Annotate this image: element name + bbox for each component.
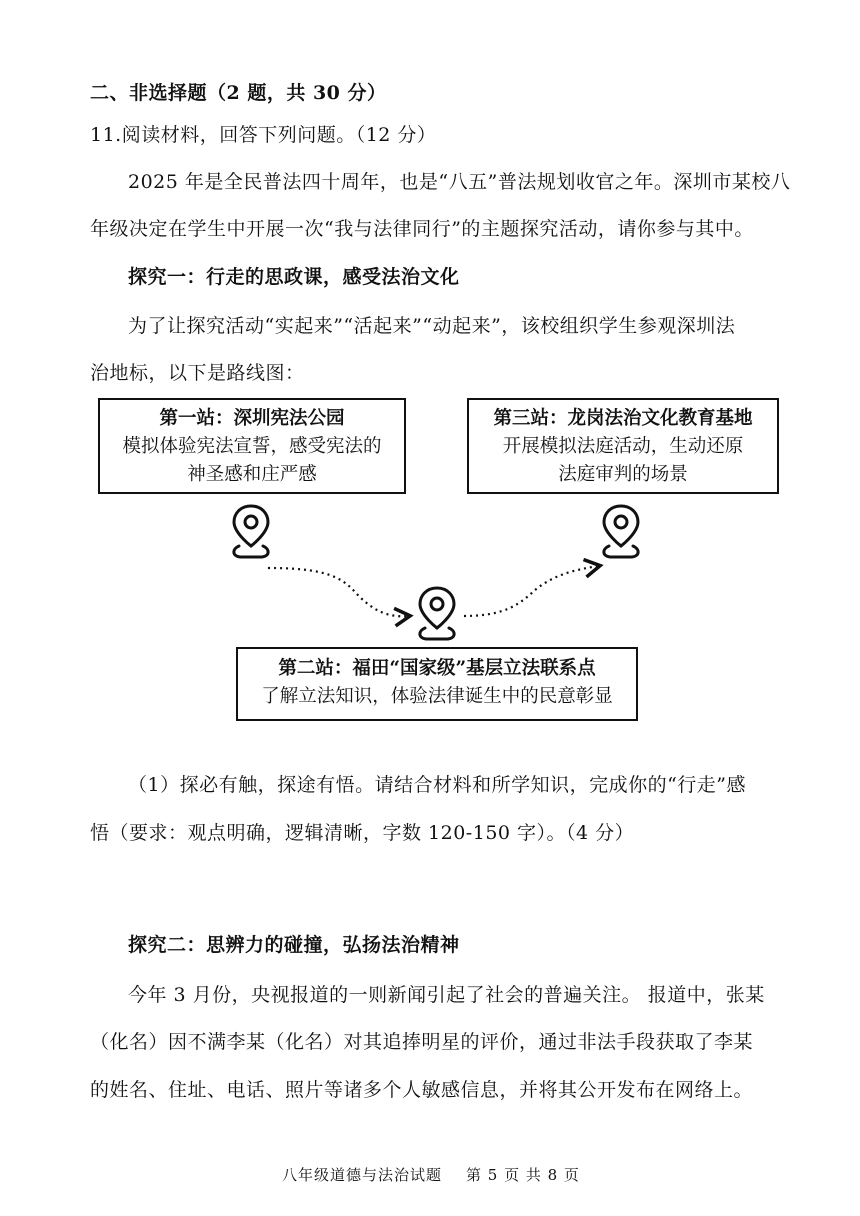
material-line-2: 年级决定在学生中开展一次“我与法律同行”的主题探究活动，请你参与其中。 xyxy=(90,218,754,240)
sub-question-line-1: （1）探必有触，探途有悟。请结合材料和所学知识，完成你的“行走”感 xyxy=(128,774,747,796)
material-line-1: 2025 年是全民普法四十周年，也是“八五”普法规划收官之年。深圳市某校八 xyxy=(128,171,791,193)
station-1-title: 第一站：深圳宪法公园 xyxy=(159,408,345,429)
explore2-text-1: 今年 3 月份，央视报道的一则新闻引起了社会的普遍关注。 报道中，张某 xyxy=(128,984,765,1006)
station-3-line-1: 开展模拟法庭活动，生动还原 xyxy=(502,436,744,457)
explore1-text-2: 治地标，以下是路线图： xyxy=(90,362,305,384)
question-stem: 11.阅读材料，回答下列问题。（12 分） xyxy=(90,124,437,146)
footer-subject: 八年级道德与法治试题 xyxy=(282,1166,443,1184)
route-arrow-2-to-3 xyxy=(464,566,598,616)
station-3-line-2: 法庭审判的场景 xyxy=(558,464,688,485)
explore1-text-1: 为了让探究活动“实起来”“活起来”“动起来”，该校组织学生参观深圳法 xyxy=(128,315,736,337)
station-2-title: 第二站：福田“国家级”基层立法联系点 xyxy=(278,658,596,679)
explore2-title: 探究二：思辨力的碰撞，弘扬法治精神 xyxy=(128,934,460,956)
sub-question-line-2: 悟（要求：观点明确，逻辑清晰，字数 120-150 字）。（4 分） xyxy=(90,822,635,844)
station-3-title: 第三站：龙岗法治文化教育基地 xyxy=(493,408,753,429)
station-1-line-2: 神圣感和庄严感 xyxy=(187,464,317,485)
explore2-text-3: 的姓名、住址、电话、照片等诸多个人敏感信息，并将其公开发布在网络上。 xyxy=(90,1079,754,1101)
route-arrow-1-to-2 xyxy=(268,568,408,616)
explore1-title: 探究一：行走的思政课，感受法治文化 xyxy=(128,266,460,288)
station-2-line-1: 了解立法知识，体验法律诞生中的民意彰显 xyxy=(261,686,613,707)
station-1-line-1: 模拟体验宪法宣誓，感受宪法的 xyxy=(122,436,382,457)
footer-page-number: 第 5 页 共 8 页 xyxy=(466,1166,580,1184)
explore2-text-2: （化名）因不满李某（化名）对其追捧明星的评价，通过非法手段获取了李某 xyxy=(90,1031,754,1053)
section-heading: 二、非选择题（2 题，共 30 分） xyxy=(90,82,387,104)
